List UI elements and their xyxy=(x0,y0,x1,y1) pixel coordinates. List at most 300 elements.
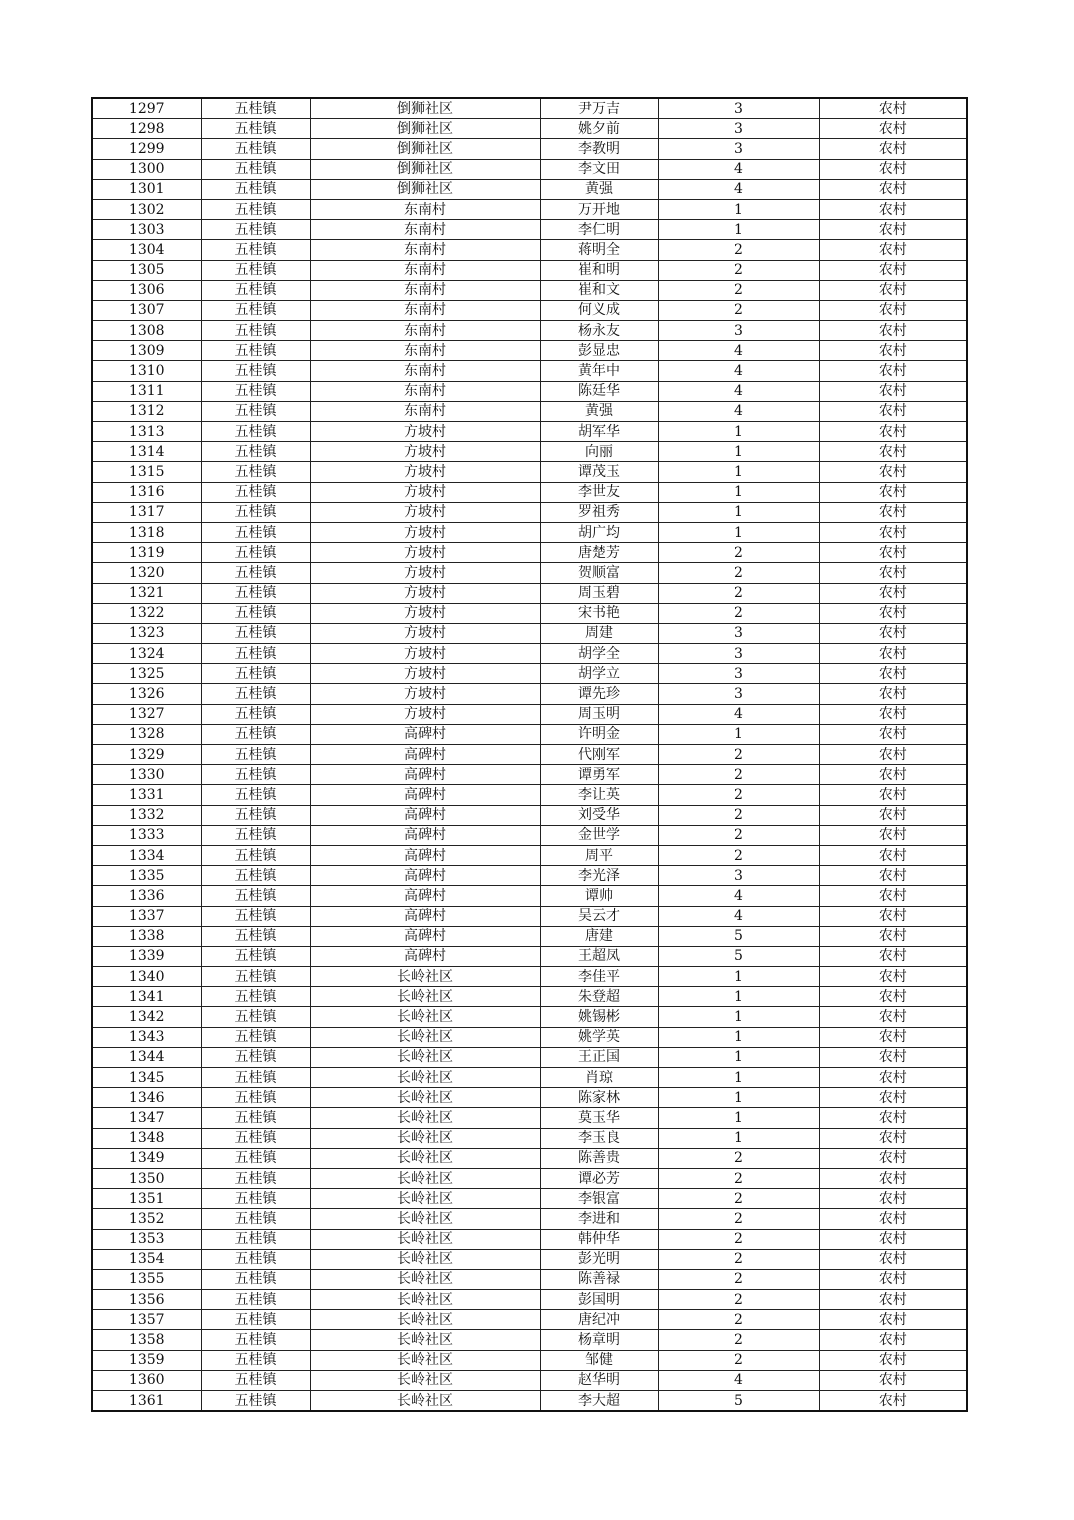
town-cell: 五桂镇 xyxy=(201,563,310,583)
town-cell: 五桂镇 xyxy=(201,825,310,845)
name-cell: 胡学立 xyxy=(540,664,658,684)
table-row xyxy=(92,401,967,421)
name-cell: 谭帅 xyxy=(540,886,658,906)
village-cell: 东南村 xyxy=(310,300,540,320)
serial-cell: 1331 xyxy=(92,785,201,805)
serial-cell: 1303 xyxy=(92,220,201,240)
type-cell: 农村 xyxy=(819,1068,967,1088)
town-cell: 五桂镇 xyxy=(201,442,310,462)
town-cell: 五桂镇 xyxy=(201,644,310,664)
name-cell: 陈善贵 xyxy=(540,1148,658,1168)
table-row xyxy=(92,644,967,664)
serial-cell: 1305 xyxy=(92,260,201,280)
serial-cell: 1321 xyxy=(92,583,201,603)
village-cell: 长岭社区 xyxy=(310,1047,540,1067)
town-cell: 五桂镇 xyxy=(201,1391,310,1412)
town-cell: 五桂镇 xyxy=(201,1088,310,1108)
town-cell: 五桂镇 xyxy=(201,603,310,623)
table-row xyxy=(92,1290,967,1310)
table-row xyxy=(92,280,967,300)
village-cell: 高碑村 xyxy=(310,866,540,886)
type-cell: 农村 xyxy=(819,1007,967,1027)
count-cell: 1 xyxy=(658,482,819,502)
village-cell: 高碑村 xyxy=(310,805,540,825)
type-cell: 农村 xyxy=(819,381,967,401)
type-cell: 农村 xyxy=(819,866,967,886)
count-cell: 3 xyxy=(658,139,819,159)
table-row xyxy=(92,563,967,583)
name-cell: 谭先珍 xyxy=(540,684,658,704)
count-cell: 2 xyxy=(658,1350,819,1370)
village-cell: 高碑村 xyxy=(310,886,540,906)
table-row xyxy=(92,1269,967,1289)
table-row xyxy=(92,1047,967,1067)
town-cell: 五桂镇 xyxy=(201,1350,310,1370)
town-cell: 五桂镇 xyxy=(201,1108,310,1128)
serial-cell: 1313 xyxy=(92,422,201,442)
name-cell: 王正国 xyxy=(540,1047,658,1067)
town-cell: 五桂镇 xyxy=(201,1148,310,1168)
serial-cell: 1309 xyxy=(92,341,201,361)
village-cell: 东南村 xyxy=(310,341,540,361)
village-cell: 东南村 xyxy=(310,321,540,341)
town-cell: 五桂镇 xyxy=(201,1128,310,1148)
table-row xyxy=(92,1249,967,1269)
type-cell: 农村 xyxy=(819,139,967,159)
count-cell: 3 xyxy=(658,664,819,684)
serial-cell: 1349 xyxy=(92,1148,201,1168)
count-cell: 2 xyxy=(658,1269,819,1289)
town-cell: 五桂镇 xyxy=(201,704,310,724)
town-cell: 五桂镇 xyxy=(201,543,310,563)
table-row xyxy=(92,1108,967,1128)
type-cell: 农村 xyxy=(819,1391,967,1412)
serial-cell: 1357 xyxy=(92,1310,201,1330)
type-cell: 农村 xyxy=(819,845,967,865)
type-cell: 农村 xyxy=(819,522,967,542)
table-row xyxy=(92,1229,967,1249)
town-cell: 五桂镇 xyxy=(201,805,310,825)
town-cell: 五桂镇 xyxy=(201,926,310,946)
type-cell: 农村 xyxy=(819,1027,967,1047)
type-cell: 农村 xyxy=(819,926,967,946)
count-cell: 2 xyxy=(658,785,819,805)
name-cell: 彭国明 xyxy=(540,1290,658,1310)
name-cell: 万开地 xyxy=(540,199,658,219)
count-cell: 2 xyxy=(658,765,819,785)
village-cell: 方坡村 xyxy=(310,583,540,603)
village-cell: 方坡村 xyxy=(310,522,540,542)
count-cell: 1 xyxy=(658,422,819,442)
type-cell: 农村 xyxy=(819,1229,967,1249)
village-cell: 高碑村 xyxy=(310,765,540,785)
village-cell: 东南村 xyxy=(310,381,540,401)
name-cell: 彭光明 xyxy=(540,1249,658,1269)
serial-cell: 1351 xyxy=(92,1189,201,1209)
table-row xyxy=(92,260,967,280)
serial-cell: 1353 xyxy=(92,1229,201,1249)
count-cell: 1 xyxy=(658,1108,819,1128)
count-cell: 4 xyxy=(658,381,819,401)
village-cell: 倒狮社区 xyxy=(310,159,540,179)
village-cell: 长岭社区 xyxy=(310,1249,540,1269)
name-cell: 周建 xyxy=(540,623,658,643)
village-cell: 东南村 xyxy=(310,361,540,381)
name-cell: 李文田 xyxy=(540,159,658,179)
type-cell: 农村 xyxy=(819,987,967,1007)
type-cell: 农村 xyxy=(819,119,967,139)
table-row xyxy=(92,1310,967,1330)
type-cell: 农村 xyxy=(819,159,967,179)
count-cell: 2 xyxy=(658,1148,819,1168)
name-cell: 黄强 xyxy=(540,401,658,421)
town-cell: 五桂镇 xyxy=(201,684,310,704)
type-cell: 农村 xyxy=(819,1047,967,1067)
count-cell: 5 xyxy=(658,946,819,966)
village-cell: 长岭社区 xyxy=(310,1128,540,1148)
serial-cell: 1360 xyxy=(92,1370,201,1390)
village-cell: 高碑村 xyxy=(310,785,540,805)
village-cell: 方坡村 xyxy=(310,462,540,482)
village-cell: 东南村 xyxy=(310,401,540,421)
table-row xyxy=(92,1189,967,1209)
table-row xyxy=(92,543,967,563)
table-row xyxy=(92,199,967,219)
table-row xyxy=(92,442,967,462)
name-cell: 王超凤 xyxy=(540,946,658,966)
table-body xyxy=(92,98,967,1411)
table-row xyxy=(92,240,967,260)
village-cell: 方坡村 xyxy=(310,603,540,623)
type-cell: 农村 xyxy=(819,462,967,482)
table-row xyxy=(92,745,967,765)
type-cell: 农村 xyxy=(819,1108,967,1128)
town-cell: 五桂镇 xyxy=(201,724,310,744)
town-cell: 五桂镇 xyxy=(201,1269,310,1289)
table-row xyxy=(92,1088,967,1108)
serial-cell: 1336 xyxy=(92,886,201,906)
village-cell: 倒狮社区 xyxy=(310,139,540,159)
table-row xyxy=(92,361,967,381)
count-cell: 2 xyxy=(658,1330,819,1350)
table-row xyxy=(92,684,967,704)
town-cell: 五桂镇 xyxy=(201,1330,310,1350)
town-cell: 五桂镇 xyxy=(201,381,310,401)
table-row xyxy=(92,1370,967,1390)
type-cell: 农村 xyxy=(819,1290,967,1310)
name-cell: 谭勇军 xyxy=(540,765,658,785)
type-cell: 农村 xyxy=(819,684,967,704)
name-cell: 谭必芳 xyxy=(540,1168,658,1188)
type-cell: 农村 xyxy=(819,1249,967,1269)
serial-cell: 1344 xyxy=(92,1047,201,1067)
table-row xyxy=(92,139,967,159)
name-cell: 陈善禄 xyxy=(540,1269,658,1289)
type-cell: 农村 xyxy=(819,724,967,744)
type-cell: 农村 xyxy=(819,482,967,502)
table-row xyxy=(92,785,967,805)
serial-cell: 1345 xyxy=(92,1068,201,1088)
table-row xyxy=(92,664,967,684)
table-row xyxy=(92,482,967,502)
town-cell: 五桂镇 xyxy=(201,1068,310,1088)
count-cell: 2 xyxy=(658,825,819,845)
type-cell: 农村 xyxy=(819,442,967,462)
town-cell: 五桂镇 xyxy=(201,240,310,260)
type-cell: 农村 xyxy=(819,1088,967,1108)
village-cell: 方坡村 xyxy=(310,684,540,704)
serial-cell: 1320 xyxy=(92,563,201,583)
town-cell: 五桂镇 xyxy=(201,1370,310,1390)
town-cell: 五桂镇 xyxy=(201,341,310,361)
count-cell: 2 xyxy=(658,240,819,260)
serial-cell: 1352 xyxy=(92,1209,201,1229)
village-cell: 高碑村 xyxy=(310,745,540,765)
type-cell: 农村 xyxy=(819,401,967,421)
serial-cell: 1299 xyxy=(92,139,201,159)
village-cell: 倒狮社区 xyxy=(310,179,540,199)
table-row xyxy=(92,502,967,522)
serial-cell: 1328 xyxy=(92,724,201,744)
type-cell: 农村 xyxy=(819,98,967,119)
type-cell: 农村 xyxy=(819,886,967,906)
serial-cell: 1301 xyxy=(92,179,201,199)
name-cell: 李玉良 xyxy=(540,1128,658,1148)
type-cell: 农村 xyxy=(819,321,967,341)
type-cell: 农村 xyxy=(819,361,967,381)
count-cell: 3 xyxy=(658,98,819,119)
count-cell: 3 xyxy=(658,866,819,886)
name-cell: 李佳平 xyxy=(540,967,658,987)
name-cell: 罗祖秀 xyxy=(540,502,658,522)
village-cell: 高碑村 xyxy=(310,906,540,926)
town-cell: 五桂镇 xyxy=(201,866,310,886)
name-cell: 周平 xyxy=(540,845,658,865)
town-cell: 五桂镇 xyxy=(201,765,310,785)
count-cell: 1 xyxy=(658,220,819,240)
name-cell: 李让英 xyxy=(540,785,658,805)
town-cell: 五桂镇 xyxy=(201,179,310,199)
type-cell: 农村 xyxy=(819,906,967,926)
serial-cell: 1359 xyxy=(92,1350,201,1370)
serial-cell: 1326 xyxy=(92,684,201,704)
serial-cell: 1306 xyxy=(92,280,201,300)
name-cell: 彭显忠 xyxy=(540,341,658,361)
town-cell: 五桂镇 xyxy=(201,886,310,906)
type-cell: 农村 xyxy=(819,1148,967,1168)
town-cell: 五桂镇 xyxy=(201,220,310,240)
count-cell: 1 xyxy=(658,987,819,1007)
village-cell: 长岭社区 xyxy=(310,1370,540,1390)
serial-cell: 1317 xyxy=(92,502,201,522)
village-cell: 长岭社区 xyxy=(310,1310,540,1330)
name-cell: 贺顺富 xyxy=(540,563,658,583)
name-cell: 宋书艳 xyxy=(540,603,658,623)
village-cell: 倒狮社区 xyxy=(310,119,540,139)
type-cell: 农村 xyxy=(819,341,967,361)
household-table xyxy=(91,97,968,1412)
table-row xyxy=(92,765,967,785)
name-cell: 李世友 xyxy=(540,482,658,502)
table-row xyxy=(92,704,967,724)
village-cell: 东南村 xyxy=(310,220,540,240)
town-cell: 五桂镇 xyxy=(201,745,310,765)
town-cell: 五桂镇 xyxy=(201,139,310,159)
type-cell: 农村 xyxy=(819,240,967,260)
count-cell: 2 xyxy=(658,1229,819,1249)
type-cell: 农村 xyxy=(819,260,967,280)
count-cell: 4 xyxy=(658,906,819,926)
name-cell: 莫玉华 xyxy=(540,1108,658,1128)
count-cell: 1 xyxy=(658,1007,819,1027)
serial-cell: 1315 xyxy=(92,462,201,482)
name-cell: 崔和文 xyxy=(540,280,658,300)
name-cell: 韩仲华 xyxy=(540,1229,658,1249)
village-cell: 东南村 xyxy=(310,199,540,219)
name-cell: 胡学全 xyxy=(540,644,658,664)
count-cell: 4 xyxy=(658,159,819,179)
name-cell: 赵华明 xyxy=(540,1370,658,1390)
count-cell: 3 xyxy=(658,623,819,643)
count-cell: 2 xyxy=(658,1189,819,1209)
village-cell: 长岭社区 xyxy=(310,1330,540,1350)
count-cell: 1 xyxy=(658,1128,819,1148)
serial-cell: 1302 xyxy=(92,199,201,219)
village-cell: 长岭社区 xyxy=(310,1350,540,1370)
count-cell: 2 xyxy=(658,845,819,865)
name-cell: 许明金 xyxy=(540,724,658,744)
count-cell: 2 xyxy=(658,1290,819,1310)
name-cell: 何义成 xyxy=(540,300,658,320)
count-cell: 4 xyxy=(658,361,819,381)
table-row xyxy=(92,1148,967,1168)
serial-cell: 1356 xyxy=(92,1290,201,1310)
village-cell: 长岭社区 xyxy=(310,1027,540,1047)
serial-cell: 1319 xyxy=(92,543,201,563)
town-cell: 五桂镇 xyxy=(201,1310,310,1330)
name-cell: 谭茂玉 xyxy=(540,462,658,482)
village-cell: 高碑村 xyxy=(310,926,540,946)
table-row xyxy=(92,98,967,119)
town-cell: 五桂镇 xyxy=(201,401,310,421)
count-cell: 4 xyxy=(658,401,819,421)
type-cell: 农村 xyxy=(819,1330,967,1350)
village-cell: 长岭社区 xyxy=(310,967,540,987)
type-cell: 农村 xyxy=(819,825,967,845)
name-cell: 李进和 xyxy=(540,1209,658,1229)
table-row xyxy=(92,946,967,966)
town-cell: 五桂镇 xyxy=(201,159,310,179)
village-cell: 高碑村 xyxy=(310,946,540,966)
count-cell: 1 xyxy=(658,1047,819,1067)
count-cell: 4 xyxy=(658,341,819,361)
town-cell: 五桂镇 xyxy=(201,199,310,219)
type-cell: 农村 xyxy=(819,583,967,603)
count-cell: 2 xyxy=(658,745,819,765)
name-cell: 李银富 xyxy=(540,1189,658,1209)
name-cell: 周玉碧 xyxy=(540,583,658,603)
town-cell: 五桂镇 xyxy=(201,462,310,482)
table-row xyxy=(92,825,967,845)
table-row xyxy=(92,623,967,643)
village-cell: 长岭社区 xyxy=(310,1068,540,1088)
serial-cell: 1347 xyxy=(92,1108,201,1128)
count-cell: 2 xyxy=(658,805,819,825)
town-cell: 五桂镇 xyxy=(201,300,310,320)
count-cell: 1 xyxy=(658,1068,819,1088)
serial-cell: 1333 xyxy=(92,825,201,845)
village-cell: 方坡村 xyxy=(310,422,540,442)
type-cell: 农村 xyxy=(819,422,967,442)
name-cell: 刘受华 xyxy=(540,805,658,825)
town-cell: 五桂镇 xyxy=(201,522,310,542)
name-cell: 李教明 xyxy=(540,139,658,159)
name-cell: 朱登超 xyxy=(540,987,658,1007)
town-cell: 五桂镇 xyxy=(201,1027,310,1047)
type-cell: 农村 xyxy=(819,765,967,785)
serial-cell: 1312 xyxy=(92,401,201,421)
type-cell: 农村 xyxy=(819,1189,967,1209)
count-cell: 1 xyxy=(658,462,819,482)
type-cell: 农村 xyxy=(819,785,967,805)
town-cell: 五桂镇 xyxy=(201,583,310,603)
type-cell: 农村 xyxy=(819,199,967,219)
serial-cell: 1341 xyxy=(92,987,201,1007)
town-cell: 五桂镇 xyxy=(201,785,310,805)
serial-cell: 1343 xyxy=(92,1027,201,1047)
table-row xyxy=(92,845,967,865)
serial-cell: 1298 xyxy=(92,119,201,139)
town-cell: 五桂镇 xyxy=(201,1007,310,1027)
serial-cell: 1308 xyxy=(92,321,201,341)
serial-cell: 1350 xyxy=(92,1168,201,1188)
count-cell: 3 xyxy=(658,684,819,704)
village-cell: 方坡村 xyxy=(310,623,540,643)
type-cell: 农村 xyxy=(819,220,967,240)
name-cell: 胡军华 xyxy=(540,422,658,442)
type-cell: 农村 xyxy=(819,946,967,966)
type-cell: 农村 xyxy=(819,1310,967,1330)
town-cell: 五桂镇 xyxy=(201,987,310,1007)
type-cell: 农村 xyxy=(819,603,967,623)
town-cell: 五桂镇 xyxy=(201,1229,310,1249)
village-cell: 长岭社区 xyxy=(310,1229,540,1249)
name-cell: 陈廷华 xyxy=(540,381,658,401)
count-cell: 5 xyxy=(658,1391,819,1412)
count-cell: 1 xyxy=(658,1027,819,1047)
table-row xyxy=(92,300,967,320)
town-cell: 五桂镇 xyxy=(201,946,310,966)
table-row xyxy=(92,866,967,886)
village-cell: 倒狮社区 xyxy=(310,98,540,119)
type-cell: 农村 xyxy=(819,664,967,684)
village-cell: 高碑村 xyxy=(310,825,540,845)
name-cell: 唐纪冲 xyxy=(540,1310,658,1330)
count-cell: 1 xyxy=(658,967,819,987)
table-row xyxy=(92,724,967,744)
village-cell: 方坡村 xyxy=(310,563,540,583)
count-cell: 2 xyxy=(658,300,819,320)
name-cell: 杨永友 xyxy=(540,321,658,341)
village-cell: 长岭社区 xyxy=(310,1088,540,1108)
name-cell: 姚夕前 xyxy=(540,119,658,139)
type-cell: 农村 xyxy=(819,1350,967,1370)
table-row xyxy=(92,603,967,623)
type-cell: 农村 xyxy=(819,179,967,199)
serial-cell: 1324 xyxy=(92,644,201,664)
table-row xyxy=(92,906,967,926)
town-cell: 五桂镇 xyxy=(201,119,310,139)
